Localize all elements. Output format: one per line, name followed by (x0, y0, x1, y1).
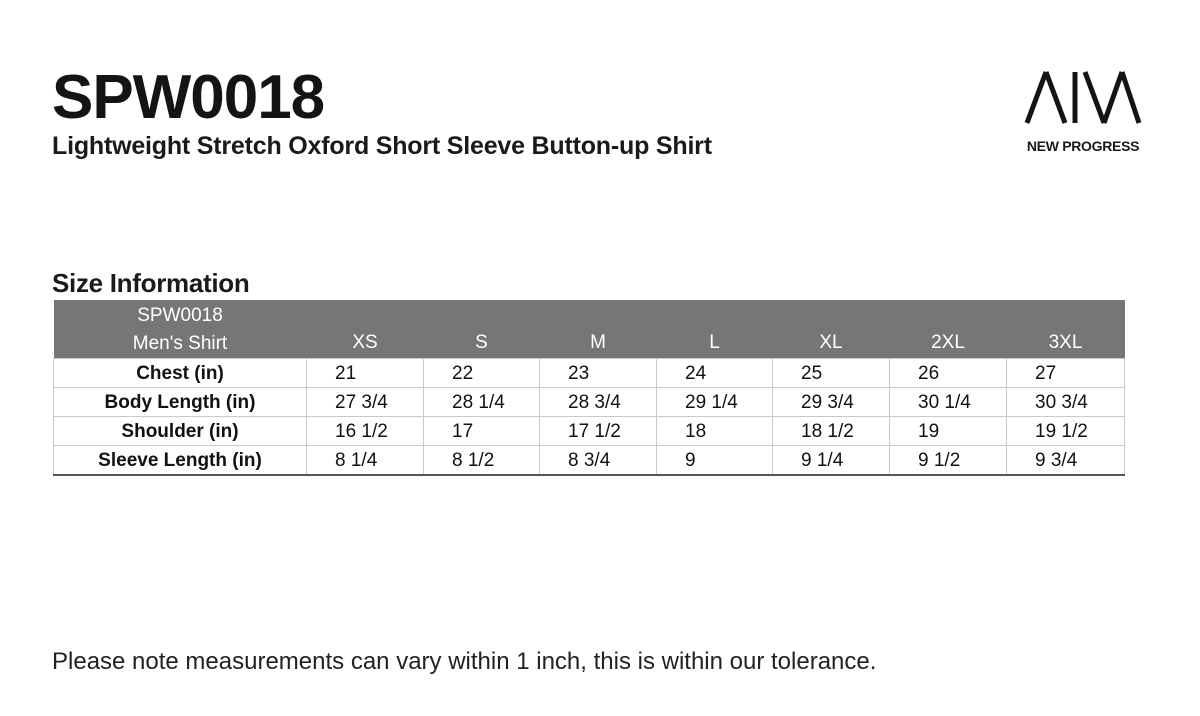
table-cell: 29 3/4 (773, 388, 890, 417)
table-cell: 9 1/2 (890, 446, 1007, 476)
table-corner-header (54, 300, 307, 359)
table-cell: 19 1/2 (1007, 417, 1125, 446)
table-cell: 30 3/4 (1007, 388, 1125, 417)
size-header-xs: XS (307, 300, 424, 359)
size-header-3xl: 3XL (1007, 300, 1125, 359)
table-cell: 28 3/4 (540, 388, 657, 417)
table-cell: 9 (657, 446, 773, 476)
table-cell: 8 1/2 (424, 446, 540, 476)
table-cell: 17 (424, 417, 540, 446)
table-cell: 8 3/4 (540, 446, 657, 476)
table-row (54, 446, 1125, 476)
table-row (54, 388, 1125, 417)
table-cell: 16 1/2 (307, 417, 424, 446)
table-cell: 26 (890, 359, 1007, 388)
corner-category: Men's Shirt (132, 333, 228, 354)
table-cell: 24 (657, 359, 773, 388)
table-cell: 27 3/4 (307, 388, 424, 417)
table-cell: 18 (657, 417, 773, 446)
product-sku: SPW0018 (52, 63, 325, 132)
corner-sku: SPW0018 (137, 305, 223, 326)
row-label: Body Length (in) (54, 388, 307, 417)
table-cell: 27 (1007, 359, 1125, 388)
size-header-l: L (657, 300, 773, 359)
table-cell: 9 1/4 (773, 446, 890, 476)
size-header-xl: XL (773, 300, 890, 359)
table-header-row (54, 300, 1125, 359)
table-cell: 30 1/4 (890, 388, 1007, 417)
table-cell: 25 (773, 359, 890, 388)
table-cell: 9 3/4 (1007, 446, 1125, 476)
brand-logo (1022, 70, 1144, 154)
table-cell: 8 1/4 (307, 446, 424, 476)
size-header-2xl: 2XL (890, 300, 1007, 359)
size-header-m: M (540, 300, 657, 359)
table-cell: 19 (890, 417, 1007, 446)
tolerance-note: Please note measurements can vary within 1 inch, this is within our tolerance. (52, 648, 877, 675)
row-label: Sleeve Length (in) (54, 446, 307, 476)
table-row (54, 417, 1125, 446)
section-title: Size Information (52, 268, 250, 298)
brand-name: NEW PROGRESS (1026, 138, 1140, 154)
product-name: Lightweight Stretch Oxford Short Sleeve Button-up Shirt (52, 132, 712, 160)
row-label: Shoulder (in) (54, 417, 307, 446)
table-cell: 28 1/4 (424, 388, 540, 417)
table-cell: 23 (540, 359, 657, 388)
row-label: Chest (in) (54, 359, 307, 388)
table-row (54, 359, 1125, 388)
table-cell: 21 (307, 359, 424, 388)
table-cell: 18 1/2 (773, 417, 890, 446)
table-cell: 29 1/4 (657, 388, 773, 417)
table-cell: 17 1/2 (540, 417, 657, 446)
size-table (53, 300, 1125, 476)
table-cell: 22 (424, 359, 540, 388)
aw-logo-icon (1024, 70, 1142, 124)
size-header-s: S (424, 300, 540, 359)
